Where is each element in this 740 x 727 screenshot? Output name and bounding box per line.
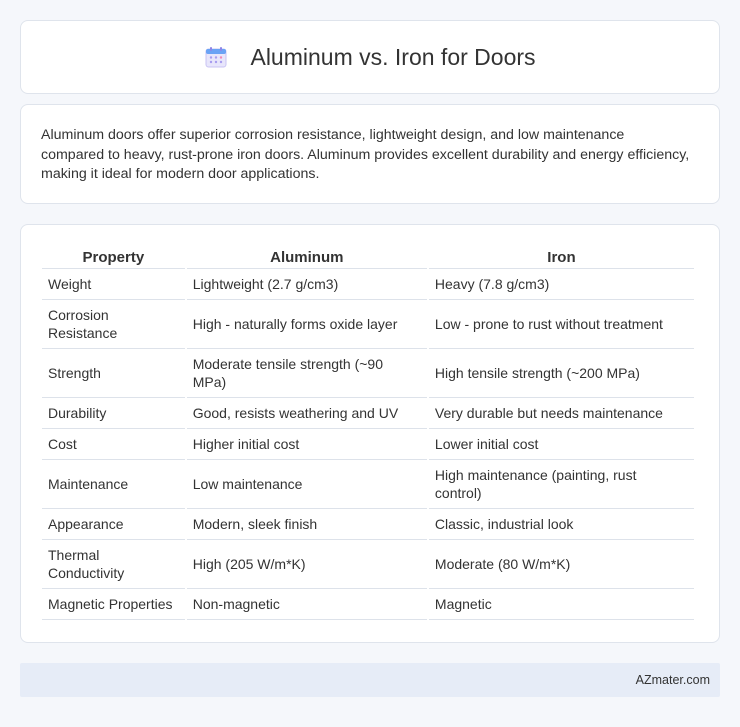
calendar-icon <box>204 45 228 69</box>
header-property: Property <box>42 245 185 269</box>
cell-text: Lightweight (2.7 g/cm3) <box>192 276 339 292</box>
footer <box>20 663 720 697</box>
aluminum-cell <box>187 300 427 349</box>
summary-card <box>20 104 720 204</box>
comparison-card <box>20 224 720 643</box>
iron-cell <box>429 589 694 620</box>
summary-line: Aluminum doors offer superior corrosion resistance, lightweight design, and low maintenance <box>41 127 625 143</box>
table-row <box>42 300 694 349</box>
cell-text: Magnetic Properties <box>48 596 173 612</box>
comparison-table <box>40 245 696 620</box>
iron-cell <box>429 349 694 398</box>
cell-text: Conductivity <box>48 565 125 581</box>
aluminum-cell <box>187 269 427 300</box>
property-cell <box>42 540 185 589</box>
aluminum-cell <box>187 460 427 509</box>
cell-text: High maintenance (painting, rust <box>434 467 637 483</box>
iron-cell <box>429 429 694 460</box>
cell-text: Heavy (7.8 g/cm3) <box>434 276 550 292</box>
page-title: Aluminum vs. Iron for Doors <box>250 43 536 70</box>
cell-text: Very durable but needs maintenance <box>434 405 663 421</box>
title-card <box>20 20 720 94</box>
cell-text: Modern, sleek finish <box>192 516 318 532</box>
cell-text: Moderate (80 W/m*K) <box>434 556 571 572</box>
aluminum-cell <box>187 398 427 429</box>
table-row <box>42 398 694 429</box>
property-cell <box>42 349 185 398</box>
table-row <box>42 509 694 540</box>
cell-text: Low - prone to rust without treatment <box>434 316 663 332</box>
cell-text: Corrosion <box>48 307 109 323</box>
table-row <box>42 589 694 620</box>
table-row <box>42 429 694 460</box>
cell-text: Low maintenance <box>192 476 303 492</box>
cell-text: Weight <box>48 276 92 292</box>
cell-text: High (205 W/m*K) <box>192 556 306 572</box>
cell-text: High - naturally forms oxide layer <box>192 316 398 332</box>
cell-text: Magnetic <box>434 596 492 612</box>
cell-text: Moderate tensile strength (~90 <box>192 356 383 372</box>
cell-text: Strength <box>48 365 101 381</box>
property-cell <box>42 429 185 460</box>
cell-text: Classic, industrial look <box>434 516 574 532</box>
property-cell <box>42 589 185 620</box>
aluminum-cell <box>187 349 427 398</box>
cell-text: Appearance <box>48 516 124 532</box>
cell-text: control) <box>434 485 482 501</box>
cell-text: Good, resists weathering and UV <box>192 405 399 421</box>
cell-text: High tensile strength (~200 MPa) <box>434 365 640 381</box>
iron-cell <box>429 540 694 589</box>
property-cell <box>42 398 185 429</box>
cell-text: Lower initial cost <box>434 436 539 452</box>
property-cell <box>42 300 185 349</box>
title-row <box>204 44 535 71</box>
property-cell <box>42 269 185 300</box>
table-row <box>42 269 694 300</box>
iron-cell <box>429 460 694 509</box>
table-row <box>42 460 694 509</box>
cell-text: Maintenance <box>48 476 129 492</box>
summary-line: compared to heavy, rust-prone iron doors. Aluminum provides excellent durability and energy efficiency, <box>41 146 690 163</box>
property-cell <box>42 460 185 509</box>
aluminum-cell <box>187 429 427 460</box>
cell-text: Thermal <box>48 547 100 563</box>
header-aluminum: Aluminum <box>187 245 427 269</box>
property-cell <box>42 509 185 540</box>
cell-text: Higher initial cost <box>192 436 300 452</box>
header-iron: Iron <box>429 245 694 269</box>
cell-text: MPa) <box>192 374 227 390</box>
iron-cell <box>429 300 694 349</box>
footer-source: AZmater.com <box>635 673 710 687</box>
iron-cell <box>429 398 694 429</box>
summary-line: making it ideal for modern door applications. <box>41 166 320 183</box>
table-body <box>42 269 694 620</box>
aluminum-cell <box>187 540 427 589</box>
cell-text: Durability <box>48 405 107 421</box>
iron-cell <box>429 509 694 540</box>
table-header-row <box>42 245 694 269</box>
iron-cell <box>429 269 694 300</box>
table-row <box>42 540 694 589</box>
summary-text <box>41 126 699 185</box>
table-row <box>42 349 694 398</box>
cell-text: Non-magnetic <box>192 596 280 612</box>
cell-text: Cost <box>48 436 77 452</box>
aluminum-cell <box>187 589 427 620</box>
aluminum-cell <box>187 509 427 540</box>
cell-text: Resistance <box>48 325 118 341</box>
